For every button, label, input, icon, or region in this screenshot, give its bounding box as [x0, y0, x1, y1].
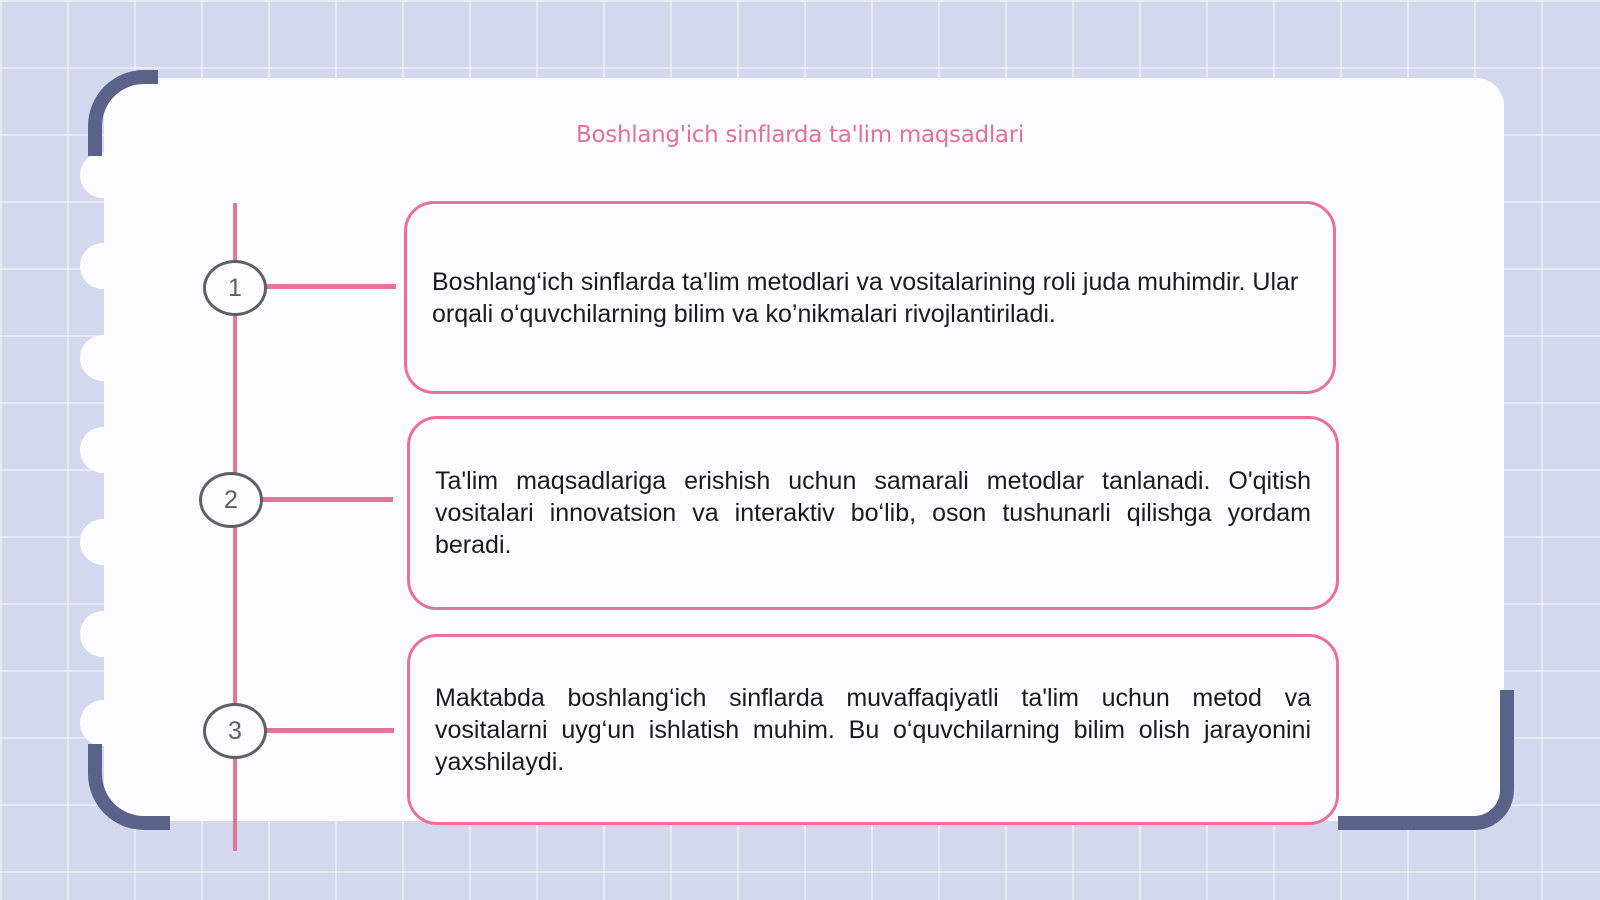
card-scallop [80, 243, 126, 289]
card-scallop [80, 427, 126, 473]
content-text: Ta'lim maqsadlariga erishish uchun samarali metodlar tanlanadi. O'qitish vositalari innovatsion va interaktiv bo‘lib, oson tushunarli qilishga yordam beradi. [435, 467, 1311, 559]
node-number: 2 [224, 485, 238, 514]
content-text: Boshlang‘ich sinflarda ta'lim metodlari va vositalarining roli juda muhimdir. Ular orqali o‘quvchilarning bilim va ko’nikmalari rivojlantiriladi. [432, 267, 1299, 328]
node-number: 1 [228, 273, 242, 302]
corner-bracket-bottom-left [88, 744, 170, 830]
timeline-connector [262, 497, 393, 502]
timeline-node-1 [203, 260, 267, 316]
timeline-connector [266, 728, 394, 733]
card-scallop [80, 700, 126, 746]
timeline-connector [266, 284, 396, 289]
card-scallop [80, 611, 126, 657]
timeline-node-2 [199, 472, 263, 528]
content-box-2 [407, 416, 1339, 610]
content-box-3 [407, 634, 1339, 825]
timeline-node-3 [203, 703, 267, 759]
card-scallop [80, 519, 126, 565]
corner-bracket-top-left [88, 70, 158, 156]
node-number: 3 [228, 716, 242, 745]
card-scallop [80, 152, 126, 198]
corner-bracket-bottom-right [1338, 690, 1514, 830]
content-box-1 [404, 201, 1336, 394]
slide-title: Boshlang'ich sinflarda ta'lim maqsadlari [576, 122, 1024, 148]
card-scallop [80, 335, 126, 381]
content-text: Maktabda boshlang‘ich sinflarda muvaffaqiyatli ta'lim uchun metod va vositalarni uyg‘un ishlatish muhim. Bu o‘quvchilarning bilim olish jarayonini yaxshilaydi. [435, 683, 1311, 776]
